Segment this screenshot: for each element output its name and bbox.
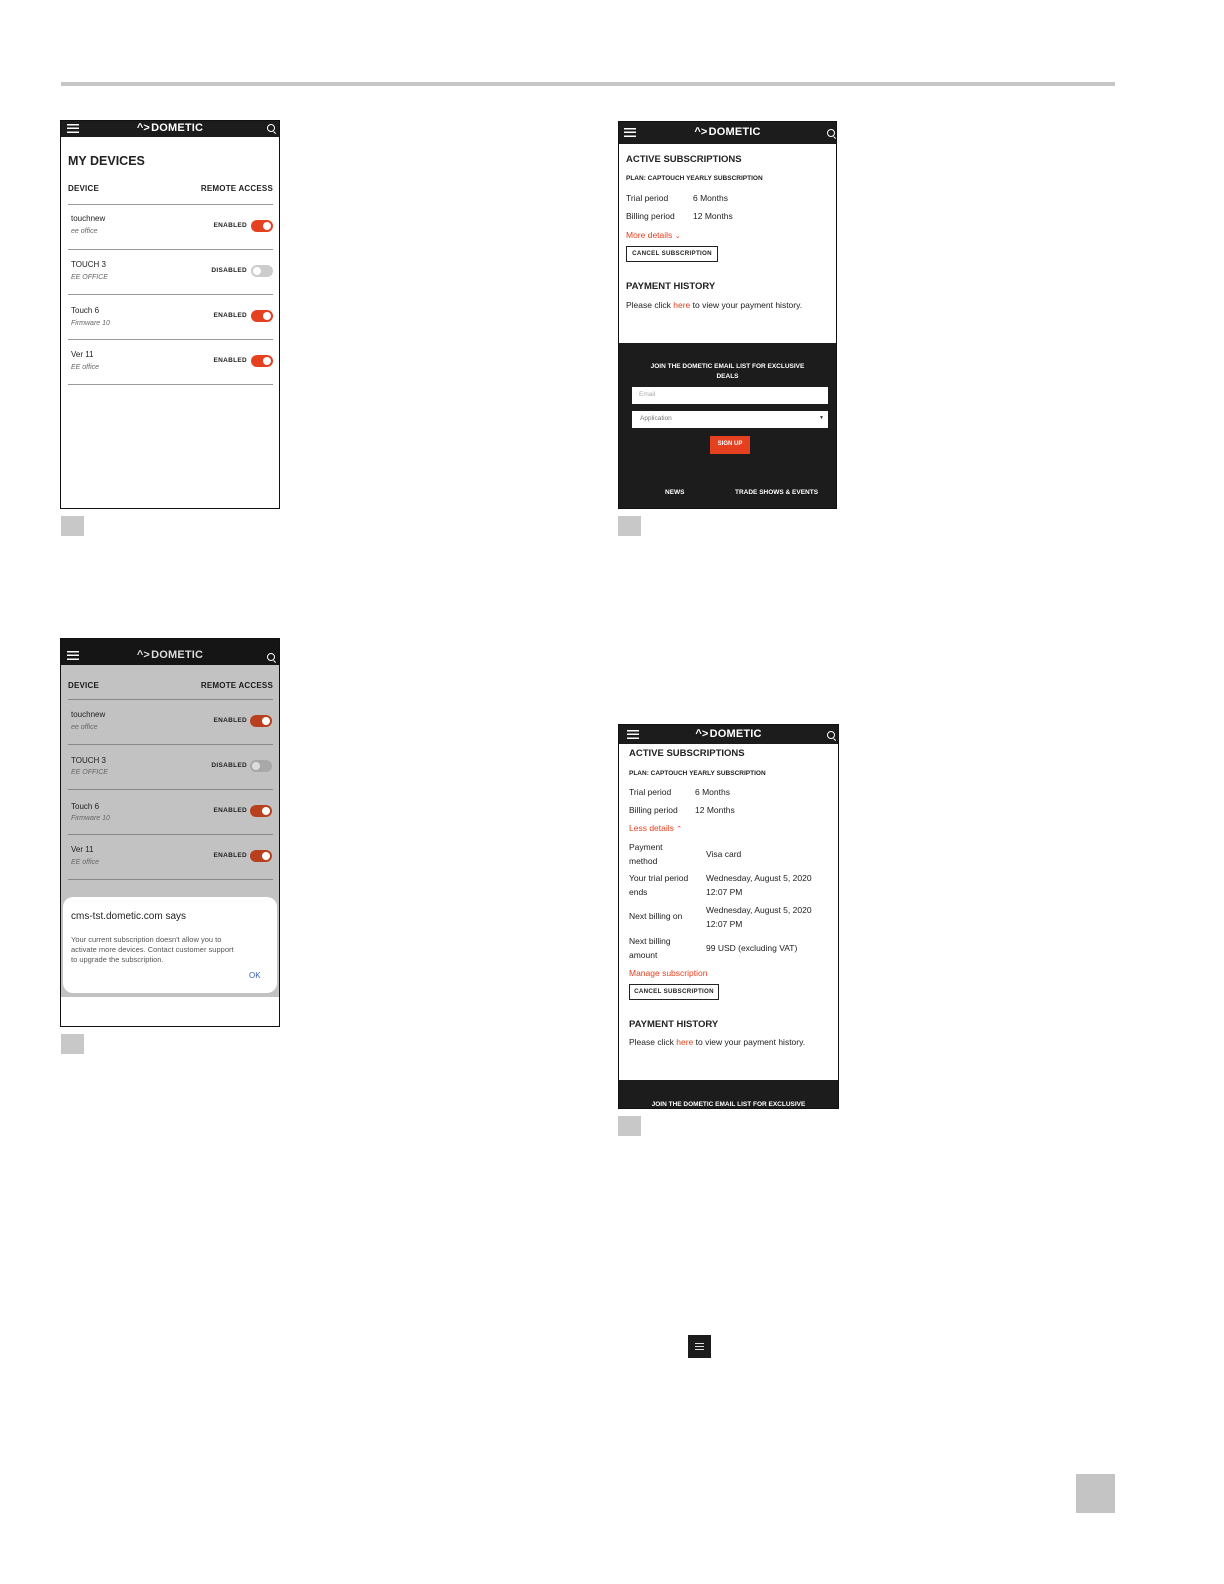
brand-name: DOMETIC bbox=[151, 649, 204, 661]
top-nav-bar bbox=[619, 122, 836, 144]
detail-value: Wednesday, August 5, 2020 bbox=[706, 873, 812, 883]
detail-value: 99 USD (excluding VAT) bbox=[706, 943, 798, 953]
payment-text-after: to view your payment history. bbox=[692, 300, 803, 310]
device-location: EE office bbox=[71, 859, 100, 866]
active-subscriptions-title: ACTIVE SUBSCRIPTIONS bbox=[629, 748, 745, 759]
dialog-message-line: Your current subscription doesn't allow you to bbox=[71, 935, 222, 944]
figure-label-box bbox=[61, 1034, 84, 1054]
column-header-device: DEVICE bbox=[68, 681, 99, 690]
toggle-knob bbox=[263, 312, 271, 320]
remote-access-status: ENABLED bbox=[213, 852, 247, 859]
dropdown-arrow-icon: ▼ bbox=[819, 415, 824, 421]
plan-name: PLAN: CAPTOUCH YEARLY SUBSCRIPTION bbox=[626, 175, 763, 182]
search-icon[interactable] bbox=[267, 653, 275, 661]
toggle-knob bbox=[262, 852, 270, 860]
device-name: Ver 11 bbox=[71, 845, 94, 854]
more-details-label: More details bbox=[626, 230, 673, 240]
payment-text-before: Please click bbox=[629, 1037, 674, 1047]
newsletter-heading-line: JOIN THE DOMETIC EMAIL LIST FOR EXCLUSIVE bbox=[650, 363, 805, 370]
remote-access-status: ENABLED bbox=[213, 717, 247, 724]
device-name: Ver 11 bbox=[71, 350, 94, 359]
remote-access-toggle[interactable] bbox=[250, 805, 272, 817]
payment-history-link[interactable]: here bbox=[673, 300, 691, 310]
billing-period-label: Billing period bbox=[629, 805, 678, 815]
column-header-device: DEVICE bbox=[68, 184, 99, 193]
toggle-knob bbox=[252, 762, 260, 770]
manage-subscription-link[interactable]: Manage subscription bbox=[629, 968, 708, 978]
detail-label: Payment bbox=[629, 842, 663, 852]
top-nav-bar bbox=[61, 121, 279, 137]
trial-period-label: Trial period bbox=[629, 787, 672, 797]
search-icon[interactable] bbox=[267, 124, 275, 132]
row-divider bbox=[68, 384, 273, 385]
payment-history-text bbox=[626, 300, 802, 310]
application-placeholder: Application bbox=[640, 415, 672, 422]
billing-period-value: 12 Months bbox=[693, 211, 733, 221]
column-header-remote-access: REMOTE ACCESS bbox=[200, 184, 273, 193]
row-divider bbox=[68, 789, 273, 790]
trial-period-label: Trial period bbox=[626, 193, 669, 203]
row-divider bbox=[68, 744, 273, 745]
device-name: TOUCH 3 bbox=[71, 260, 106, 269]
remote-access-toggle[interactable] bbox=[251, 265, 273, 277]
remote-access-status: ENABLED bbox=[213, 807, 247, 814]
detail-value: 12:07 PM bbox=[706, 919, 743, 929]
figure-label-box bbox=[618, 1116, 641, 1136]
brand-logo[interactable] bbox=[61, 122, 279, 134]
column-header-remote-access: REMOTE ACCESS bbox=[200, 681, 273, 690]
hamburger-menu-icon bbox=[695, 1343, 704, 1350]
remote-access-toggle[interactable] bbox=[251, 310, 273, 322]
cancel-subscription-button[interactable]: CANCEL SUBSCRIPTION bbox=[626, 246, 718, 262]
device-name: touchnew bbox=[71, 710, 106, 719]
device-location: ee office bbox=[71, 228, 98, 235]
device-name: touchnew bbox=[71, 214, 106, 223]
device-location: ee office bbox=[71, 724, 98, 731]
brand-name: DOMETIC bbox=[709, 728, 762, 740]
device-location: EE OFFICE bbox=[71, 274, 108, 281]
brand-logo[interactable] bbox=[61, 649, 279, 661]
less-details-link[interactable] bbox=[629, 823, 682, 833]
row-divider bbox=[68, 294, 273, 295]
newsletter-heading-line: JOIN THE DOMETIC EMAIL LIST FOR EXCLUSIVE bbox=[651, 1101, 806, 1108]
remote-access-toggle[interactable] bbox=[250, 850, 272, 862]
figure-label-box bbox=[618, 516, 641, 536]
trial-period-value: 6 Months bbox=[693, 193, 728, 203]
remote-access-status: DISABLED bbox=[211, 762, 247, 769]
payment-text-before: Please click bbox=[626, 300, 671, 310]
detail-label: Your trial period bbox=[629, 873, 689, 883]
payment-history-text bbox=[629, 1037, 805, 1047]
brand-logo[interactable] bbox=[619, 126, 836, 138]
brand-name: DOMETIC bbox=[708, 126, 761, 138]
remote-access-status: DISABLED bbox=[211, 267, 247, 274]
header-divider bbox=[68, 204, 273, 205]
inline-menu-button bbox=[688, 1335, 711, 1358]
payment-text-after: to view your payment history. bbox=[695, 1037, 806, 1047]
device-name: Touch 6 bbox=[71, 802, 100, 811]
dialog-title: cms-tst.dometic.com says bbox=[71, 911, 187, 922]
toggle-knob bbox=[262, 807, 270, 815]
page-number-box bbox=[1076, 1474, 1115, 1513]
remote-access-toggle[interactable] bbox=[251, 355, 273, 367]
remote-access-status: ENABLED bbox=[213, 357, 247, 364]
footer-trade-shows-link[interactable]: TRADE SHOWS & EVENTS bbox=[735, 489, 819, 496]
active-subscriptions-title: ACTIVE SUBSCRIPTIONS bbox=[626, 154, 742, 165]
page-bottom-area bbox=[61, 997, 279, 1026]
detail-value: Visa card bbox=[706, 849, 742, 859]
dometic-logo-icon: ^> bbox=[136, 122, 151, 134]
dometic-logo-icon: ^> bbox=[136, 649, 151, 661]
brand-name: DOMETIC bbox=[151, 122, 204, 134]
cancel-subscription-button[interactable]: CANCEL SUBSCRIPTION bbox=[629, 984, 719, 1000]
row-divider bbox=[68, 834, 273, 835]
alert-screenshot bbox=[60, 638, 280, 1027]
remote-access-status: ENABLED bbox=[213, 222, 247, 229]
plan-name: PLAN: CAPTOUCH YEARLY SUBSCRIPTION bbox=[629, 770, 766, 777]
device-name: TOUCH 3 bbox=[71, 756, 106, 765]
figure-label-box bbox=[61, 516, 84, 536]
top-nav-bar bbox=[61, 639, 279, 665]
page-title: MY DEVICES bbox=[68, 154, 145, 168]
header-divider bbox=[68, 699, 273, 700]
search-icon[interactable] bbox=[827, 731, 835, 739]
detail-value: 12:07 PM bbox=[706, 887, 743, 897]
device-location: EE office bbox=[71, 364, 100, 371]
dialog-message-line: activate more devices. Contact customer support bbox=[71, 945, 234, 954]
dometic-logo-icon: ^> bbox=[695, 728, 709, 740]
detail-label: Next billing bbox=[629, 936, 671, 946]
newsletter-footer bbox=[619, 1080, 838, 1108]
dometic-logo-icon: ^> bbox=[694, 126, 708, 138]
billing-period-label: Billing period bbox=[626, 211, 675, 221]
remote-access-toggle[interactable] bbox=[250, 760, 272, 772]
subscription-screenshot bbox=[618, 121, 837, 509]
top-divider bbox=[61, 82, 1115, 86]
toggle-knob bbox=[263, 222, 271, 230]
row-divider bbox=[68, 249, 273, 250]
footer-news-link[interactable]: NEWS bbox=[665, 489, 685, 496]
toggle-knob bbox=[253, 267, 261, 275]
payment-history-title: PAYMENT HISTORY bbox=[626, 281, 716, 292]
sign-up-button[interactable] bbox=[710, 436, 750, 454]
trial-period-value: 6 Months bbox=[695, 787, 730, 797]
detail-label: Next billing on bbox=[629, 911, 683, 921]
billing-period-value: 12 Months bbox=[695, 805, 735, 815]
top-nav-bar bbox=[619, 725, 838, 744]
subscription-details-screenshot bbox=[618, 724, 839, 1109]
payment-history-title: PAYMENT HISTORY bbox=[629, 1019, 719, 1030]
dialog-message-line: to upgrade the subscription. bbox=[71, 955, 164, 964]
row-divider bbox=[68, 879, 273, 880]
alert-dialog bbox=[63, 897, 277, 993]
chevron-down-icon: ⌄ bbox=[674, 233, 681, 240]
less-details-label: Less details bbox=[629, 823, 674, 833]
toggle-knob bbox=[263, 357, 271, 365]
email-input[interactable] bbox=[632, 387, 828, 404]
newsletter-heading-line: DEALS bbox=[716, 373, 739, 380]
sign-up-label: SIGN UP bbox=[717, 441, 743, 447]
row-divider bbox=[68, 339, 273, 340]
remote-access-status: ENABLED bbox=[213, 312, 247, 319]
remote-access-toggle[interactable] bbox=[250, 715, 272, 727]
device-location: Firmware 10 bbox=[71, 320, 110, 327]
newsletter-footer bbox=[619, 343, 836, 508]
detail-value: Wednesday, August 5, 2020 bbox=[706, 905, 812, 915]
brand-logo[interactable] bbox=[619, 728, 838, 740]
payment-history-link[interactable]: here bbox=[676, 1037, 694, 1047]
remote-access-toggle[interactable] bbox=[251, 220, 273, 232]
search-icon[interactable] bbox=[827, 129, 835, 137]
chevron-up-icon: ⌃ bbox=[676, 826, 683, 833]
device-location: EE OFFICE bbox=[71, 769, 108, 776]
detail-label: method bbox=[629, 856, 658, 866]
dialog-ok-button[interactable]: OK bbox=[249, 971, 261, 980]
toggle-knob bbox=[262, 717, 270, 725]
application-select[interactable] bbox=[632, 411, 828, 428]
devices-screenshot bbox=[60, 120, 280, 509]
email-placeholder: Email bbox=[639, 391, 656, 398]
device-location: Firmware 10 bbox=[71, 815, 110, 822]
device-name: Touch 6 bbox=[71, 306, 100, 315]
more-details-link[interactable] bbox=[626, 230, 681, 240]
detail-label: amount bbox=[629, 950, 658, 960]
detail-label: ends bbox=[629, 887, 648, 897]
